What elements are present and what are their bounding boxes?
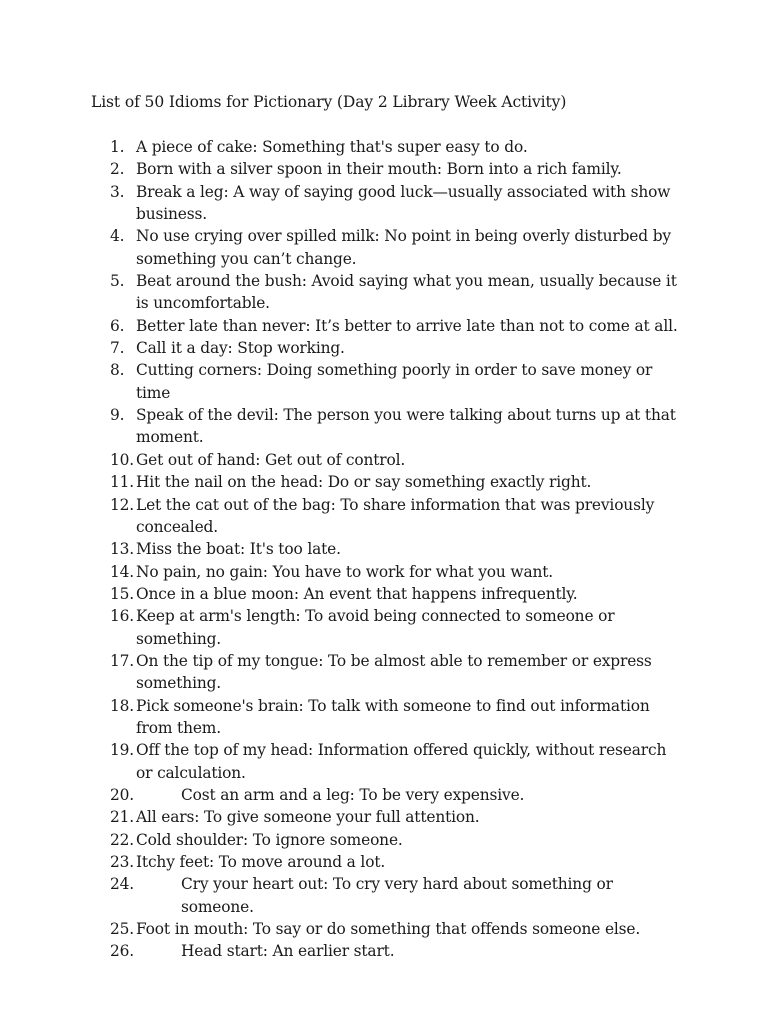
item-text: Foot in mouth: To say or do something that offends someone else. — [136, 920, 641, 939]
list-item — [110, 918, 682, 940]
list-item — [110, 337, 682, 359]
item-text: Speak of the devil: The person you were talking about turns up at that moment. — [136, 406, 676, 447]
item-text: Cold shoulder: To ignore someone. — [136, 830, 403, 849]
item-text: Break a leg: A way of saying good luck—usually associated with show business. — [136, 182, 671, 224]
document-title: List of 50 Idioms for Pictionary (Day 2 Library Week Activity) — [91, 93, 567, 111]
item-number: 20. — [110, 785, 135, 804]
list-item — [110, 873, 682, 918]
list-item — [110, 538, 682, 560]
item-number: 26. — [110, 942, 135, 961]
list-item — [110, 695, 682, 740]
item-number: 13. — [110, 540, 135, 559]
item-text: Cry your heart out: To cry very hard about something or someone. — [181, 875, 613, 916]
list-item — [110, 136, 682, 158]
item-text: Cost an arm and a leg: To be very expensive. — [181, 785, 525, 804]
item-number: 11. — [110, 473, 135, 492]
item-text: Cutting corners: Doing something poorly in order to save money or time — [136, 361, 653, 402]
item-number: 19. — [110, 741, 135, 760]
list-item — [110, 583, 682, 605]
list-item — [110, 494, 682, 539]
list-item — [110, 829, 682, 851]
list-item — [110, 270, 682, 315]
item-text: Miss the boat: It's too late. — [136, 540, 341, 559]
list-item — [110, 739, 682, 784]
item-number: 18. — [110, 696, 135, 715]
item-number: 21. — [110, 808, 135, 827]
list-item — [110, 181, 682, 226]
list-item — [110, 605, 682, 650]
item-number: 22. — [110, 830, 135, 849]
list-item — [110, 650, 682, 695]
item-number: 16. — [110, 607, 135, 626]
item-number: 15. — [110, 584, 135, 603]
item-number: 24. — [110, 875, 135, 894]
list-item — [110, 359, 682, 404]
item-number: 2. — [110, 160, 125, 179]
item-number: 23. — [110, 853, 135, 871]
item-text: A piece of cake: Something that's super easy to do. — [136, 138, 528, 156]
item-number: 25. — [110, 920, 135, 939]
item-number: 10. — [110, 450, 135, 469]
item-number: 14. — [110, 562, 135, 581]
list-item — [110, 806, 682, 828]
list-item — [110, 449, 682, 471]
item-text: Once in a blue moon: An event that happens infrequently. — [136, 584, 578, 603]
item-text: On the tip of my tongue: To be almost able to remember or express something. — [136, 651, 652, 693]
item-text: All ears: To give someone your full attention. — [136, 808, 480, 827]
item-number: 17. — [110, 651, 135, 670]
item-number: 9. — [110, 406, 125, 425]
list-item — [110, 158, 682, 180]
list-item — [110, 940, 682, 962]
item-number: 5. — [110, 272, 125, 291]
list-item — [110, 225, 682, 270]
list-item — [110, 404, 682, 449]
item-number: 8. — [110, 361, 125, 380]
item-number: 1. — [110, 138, 125, 156]
item-text: Itchy feet: To move around a lot. — [136, 853, 386, 871]
item-number: 6. — [110, 316, 125, 335]
list-item — [110, 851, 682, 873]
item-number: 12. — [110, 495, 135, 514]
item-number: 4. — [110, 227, 125, 246]
item-text: Get out of hand: Get out of control. — [136, 450, 406, 469]
item-text: Let the cat out of the bag: To share information that was previously concealed. — [136, 495, 655, 536]
item-text: Born with a silver spoon in their mouth: Born into a rich family. — [136, 160, 622, 179]
item-text: No use crying over spilled milk: No point in being overly disturbed by something you can’t change. — [136, 227, 671, 268]
item-text: Keep at arm's length: To avoid being connected to someone or something. — [136, 607, 615, 648]
item-text: Hit the nail on the head: Do or say something exactly right. — [136, 473, 592, 492]
idiom-list — [110, 136, 682, 963]
item-number: 3. — [110, 182, 125, 201]
item-text: Off the top of my head: Information offered quickly, without research or calculation. — [136, 741, 667, 782]
list-item — [110, 315, 682, 337]
item-text: Pick someone's brain: To talk with someone to find out information from them. — [136, 696, 650, 737]
item-number: 7. — [110, 339, 125, 358]
item-text: No pain, no gain: You have to work for what you want. — [136, 562, 554, 581]
item-text: Beat around the bush: Avoid saying what you mean, usually because it is uncomfortable. — [136, 272, 677, 313]
item-text: Head start: An earlier start. — [181, 942, 395, 961]
list-item — [110, 561, 682, 583]
list-item — [110, 784, 682, 806]
list-item — [110, 471, 682, 493]
item-text: Call it a day: Stop working. — [136, 339, 345, 358]
item-text: Better late than never: It’s better to arrive late than not to come at all. — [136, 316, 678, 335]
